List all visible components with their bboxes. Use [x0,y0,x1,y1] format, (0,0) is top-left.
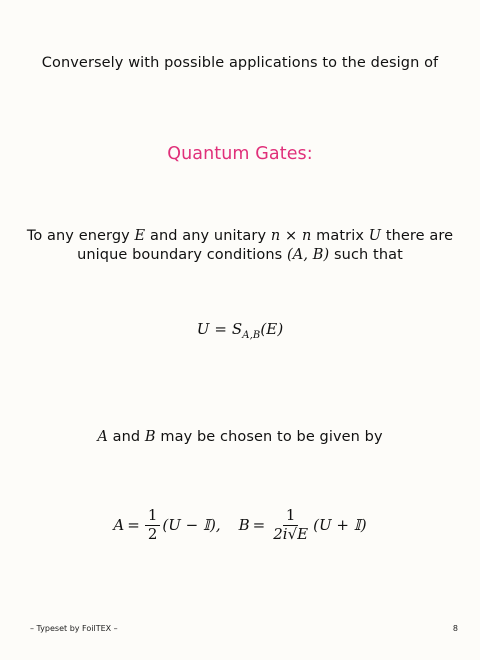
paragraph-line-1 [0,228,480,244]
equals-sign: = [127,516,140,535]
equation-subscript: A,B [242,330,261,341]
math-symbol-n: n [302,228,312,244]
math-symbol-E: E [134,228,146,244]
text-fragment: may be chosen to be given by [160,429,383,445]
equation-boundary-conditions [0,508,480,543]
slide-heading: Quantum Gates: [167,144,313,164]
footer-typeset-note: – Typeset by FoilTEX – [30,624,118,633]
fraction-denominator: 2 [147,524,158,543]
equation-expression: (U + 𝕀) [313,516,367,535]
math-symbol-B: B [144,429,156,445]
math-symbol-times: × [285,228,298,244]
equation-lhs: U = S [196,320,243,338]
text-fragment: matrix [316,228,365,244]
fraction-one-half [145,508,161,543]
text-fragment: and [112,429,141,445]
equation-scattering [0,320,480,341]
text-fragment: such that [334,247,403,263]
equation-symbol-B: B [238,516,250,535]
fraction-denominator: 2i√E [273,524,309,543]
equation-argument: (E) [260,320,284,338]
equation-symbol-A: A [113,516,125,535]
intro-text: Conversely with possible applications to the design of [41,55,439,71]
fraction-numerator: 1 [145,508,161,526]
math-pair-AB: (A, B) [287,247,330,263]
text-fragment: there are [385,228,454,244]
math-symbol-U: U [368,228,382,244]
text-fragment: unique boundary conditions [77,247,283,263]
text-fragment: and any unitary [149,228,267,244]
page-number: 8 [452,624,458,633]
equals-sign: = [252,516,266,535]
math-symbol-n: n [270,228,281,244]
fraction-inverse-sqrt-energy [270,508,311,543]
paragraph-line-3 [0,429,480,445]
math-symbol-A: A [97,429,108,445]
paragraph-line-2 [0,247,480,263]
fraction-numerator: 1 [283,508,299,526]
equation-expression: (U − 𝕀), [162,516,221,535]
text-fragment: To any energy [26,228,130,244]
